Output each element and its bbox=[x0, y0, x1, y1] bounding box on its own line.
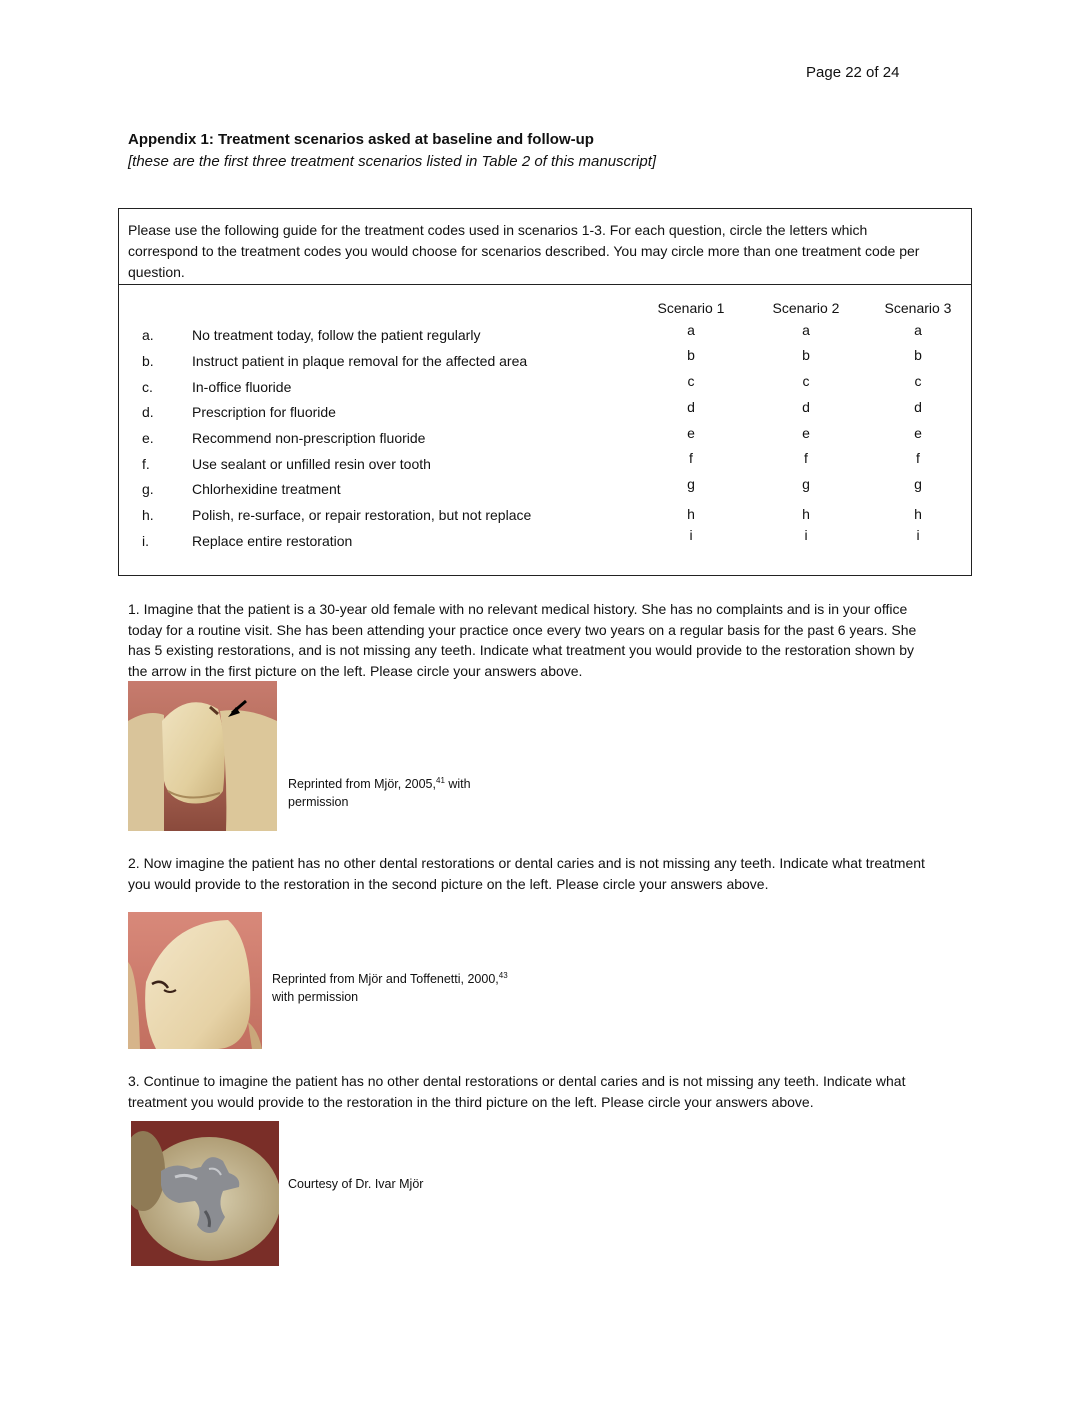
question-line: 2. Now imagine the patient has no other dental restorations or dental caries and is not missing any teeth. Indicate what treatment bbox=[128, 855, 925, 871]
scenario-2-option[interactable]: b bbox=[802, 347, 810, 363]
code-description: Use sealant or unfilled resin over tooth bbox=[192, 456, 431, 472]
scenario-2-option[interactable]: h bbox=[802, 506, 810, 522]
scenario-1-option[interactable]: g bbox=[687, 476, 695, 492]
code-letter: b. bbox=[142, 353, 154, 369]
reference-number: 43 bbox=[498, 970, 508, 980]
question-line: treatment you would provide to the restoration in the third picture on the left. Please circle your answers above. bbox=[128, 1093, 814, 1110]
caption-text: Courtesy of Dr. Ivar Mjör bbox=[288, 1177, 424, 1191]
scenario-3-option[interactable]: d bbox=[914, 399, 922, 415]
code-letter: e. bbox=[142, 430, 154, 446]
code-description: No treatment today, follow the patient regularly bbox=[192, 327, 481, 343]
tooth-photo-1 bbox=[128, 681, 277, 831]
scenario-1-option[interactable]: a bbox=[687, 322, 695, 338]
guide-line: correspond to the treatment codes you would choose for scenarios described. You may circle more than one treatment code per bbox=[128, 243, 920, 259]
code-description: Polish, re-surface, or repair restoration, but not replace bbox=[192, 507, 532, 523]
box-divider bbox=[119, 284, 971, 285]
scenario-2-option[interactable]: g bbox=[802, 476, 810, 492]
code-description: Replace entire restoration bbox=[192, 533, 353, 549]
question-1 bbox=[128, 599, 964, 681]
scenario-1-option[interactable]: h bbox=[687, 506, 695, 522]
code-letter: c. bbox=[142, 379, 153, 395]
code-description: In-office fluoride bbox=[192, 379, 292, 395]
scenario-2-option[interactable]: i bbox=[804, 527, 808, 543]
guide-instructions bbox=[128, 220, 966, 283]
question-line: you would provide to the restoration in the second picture on the left. Please circle your answers above. bbox=[128, 875, 769, 892]
scenario-2-header: Scenario 2 bbox=[772, 300, 840, 316]
scenario-2-option[interactable]: d bbox=[802, 399, 810, 415]
scenario-1-option[interactable]: b bbox=[687, 347, 695, 363]
scenario-2-option[interactable]: e bbox=[802, 425, 810, 441]
caption-text: with bbox=[444, 777, 471, 791]
scenario-3-header: Scenario 3 bbox=[884, 300, 952, 316]
guide-line: question. bbox=[128, 264, 185, 280]
question-line: the arrow in the first picture on the left. Please circle your answers above. bbox=[128, 662, 583, 679]
scenario-1-option[interactable]: c bbox=[687, 373, 695, 389]
scenario-1-option[interactable]: e bbox=[687, 425, 695, 441]
appendix-subheading: [these are the first three treatment scenarios listed in Table 2 of this manuscript] bbox=[128, 153, 657, 170]
question-line: 3. Continue to imagine the patient has no other dental restorations or dental caries and is not missing any teeth. Indicate what bbox=[128, 1073, 906, 1089]
scenario-3-option[interactable]: c bbox=[914, 373, 922, 389]
question-line: 1. Imagine that the patient is a 30-year old female with no relevant medical history. She has no complaints and is in your office bbox=[128, 601, 908, 617]
scenario-2-option[interactable]: c bbox=[802, 373, 810, 389]
caption-text: Reprinted from Mjör and Toffenetti, 2000, bbox=[272, 972, 499, 986]
question-line: today for a routine visit. She has been attending your practice once every two years on a regular basis for the past 6 years. She bbox=[128, 621, 917, 638]
scenario-3-option[interactable]: g bbox=[914, 476, 922, 492]
code-letter: g. bbox=[142, 481, 154, 497]
scenario-3-option[interactable]: e bbox=[914, 425, 922, 441]
scenario-1-option[interactable]: i bbox=[689, 527, 693, 543]
scenario-3-option[interactable]: i bbox=[916, 527, 920, 543]
page-number: Page 22 of 24 bbox=[806, 64, 900, 81]
caption-text: permission bbox=[288, 795, 349, 809]
photo-1-caption bbox=[288, 775, 471, 811]
scenario-3-option[interactable]: a bbox=[914, 322, 922, 338]
scenario-1-option[interactable]: d bbox=[687, 399, 695, 415]
reference-number: 41 bbox=[436, 775, 445, 785]
guide-line: Please use the following guide for the treatment codes used in scenarios 1-3. For each question, circle the letters which bbox=[128, 222, 868, 238]
question-2 bbox=[128, 853, 964, 894]
photo-3-caption bbox=[288, 1175, 423, 1193]
scenario-3-option[interactable]: f bbox=[916, 450, 920, 466]
scenario-1-option[interactable]: f bbox=[689, 450, 693, 466]
code-letter: h. bbox=[142, 507, 154, 523]
code-description: Prescription for fluoride bbox=[192, 404, 336, 420]
caption-text: with permission bbox=[272, 990, 359, 1004]
appendix-heading: Appendix 1: Treatment scenarios asked at baseline and follow-up bbox=[128, 131, 594, 148]
code-letter: a. bbox=[142, 327, 154, 343]
code-letter: i. bbox=[142, 533, 149, 549]
code-description: Recommend non-prescription fluoride bbox=[192, 430, 426, 446]
code-letter: d. bbox=[142, 404, 154, 420]
tooth-photo-3 bbox=[131, 1121, 279, 1266]
scenario-2-option[interactable]: a bbox=[802, 322, 810, 338]
question-3 bbox=[128, 1071, 964, 1112]
scenario-3-option[interactable]: b bbox=[914, 347, 922, 363]
photo-2-caption bbox=[272, 970, 508, 1006]
scenario-1-header: Scenario 1 bbox=[657, 300, 725, 316]
code-description: Chlorhexidine treatment bbox=[192, 481, 341, 497]
caption-text: Reprinted from Mjör, 2005, bbox=[288, 777, 436, 791]
code-description: Instruct patient in plaque removal for the affected area bbox=[192, 353, 528, 369]
scenario-2-option[interactable]: f bbox=[804, 450, 808, 466]
tooth-photo-2 bbox=[128, 912, 262, 1049]
question-line: has 5 existing restorations, and is not missing any teeth. Indicate what treatment you would provide to the restoration shown by bbox=[128, 642, 914, 658]
code-letter: f. bbox=[142, 456, 150, 472]
scenario-3-option[interactable]: h bbox=[914, 506, 922, 522]
